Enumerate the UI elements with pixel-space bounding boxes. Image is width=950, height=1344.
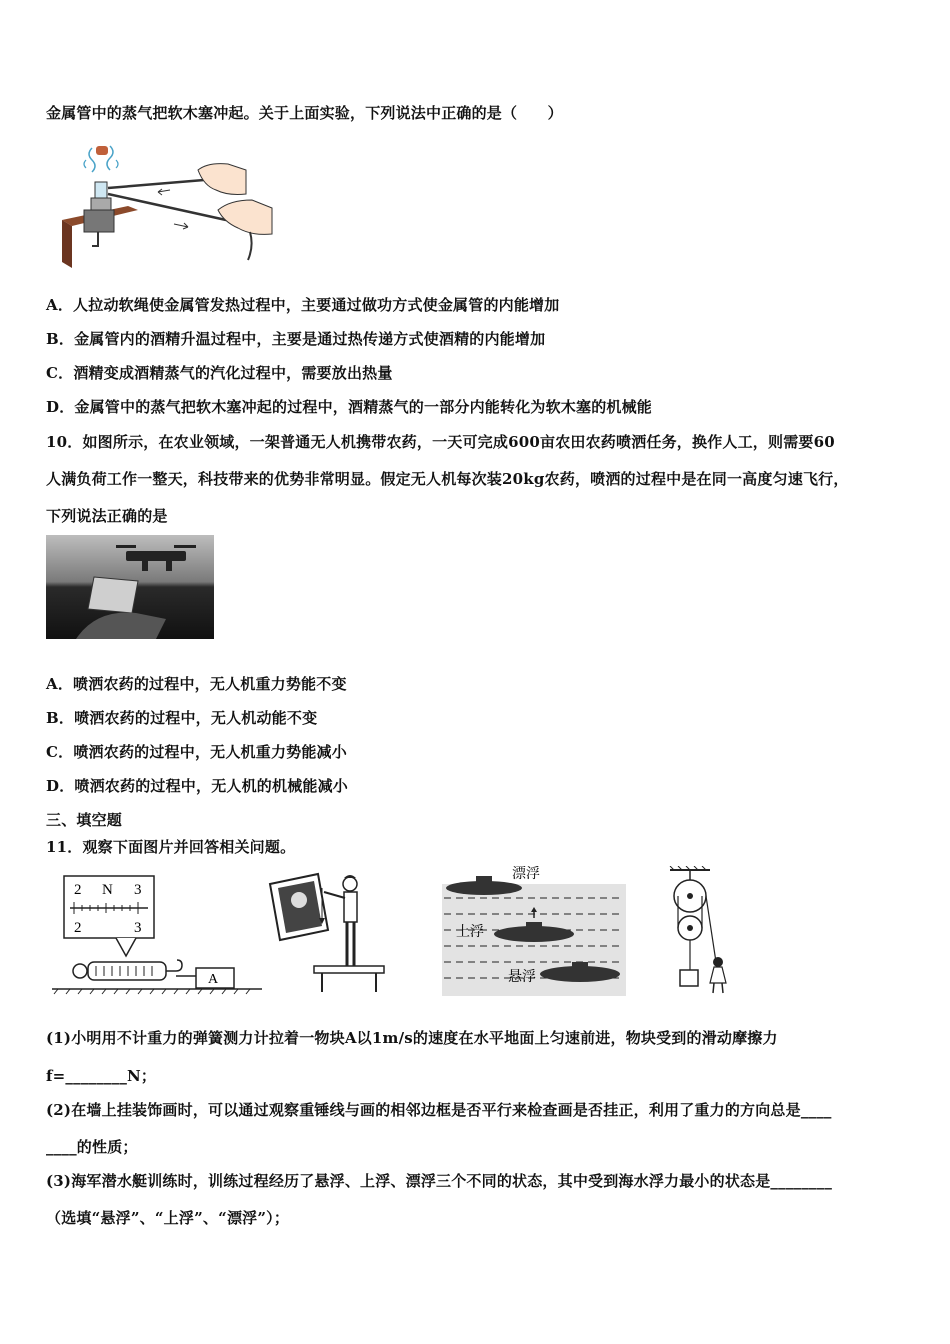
label-float: 漂浮 [512,867,540,882]
person-dress [710,967,726,983]
rope [706,896,716,962]
scale-label-bottom-2: 2 [74,920,82,936]
spring-scale-figure [50,872,266,996]
q11-stem: 11．观察下面图片并回答相关问题。 [46,838,296,856]
q10-stem-line1: 10．如图所示，在农业领域，一架普通无人机携带农药，一天可完成600亩农田农药喷洒任务，换作人工，则需要60 [46,433,835,451]
hand-lower-icon [218,200,272,234]
q11-sub3-line2: （选填“悬浮”、“上浮”、“漂浮”）； [46,1209,290,1227]
scale-label-unit: N [102,882,113,898]
scale-label-top-3: 3 [134,882,142,898]
stool [314,966,384,973]
q10-stem-line2: 人满负荷工作一整天，科技带来的优势非常明显。假定无人机每次装20kg农药，喷洒的过程中是在同一高度匀速飞行， [46,470,849,488]
label-rise: 上浮 [456,925,484,940]
q9-stem: 金属管中的蒸气把软木塞冲起。关于上面实验，下列说法中正确的是（ ） [46,104,563,122]
arrow-left-icon [158,189,170,195]
q10-option-a: A．喷洒农药的过程中，无人机重力势能不变 [46,675,347,693]
q10-option-b: B．喷洒农药的过程中，无人机动能不变 [46,709,318,727]
friction-tube-figure [58,140,278,272]
q9-option-c: C．酒精变成酒精蒸气的汽化过程中，需要放出热量 [46,364,393,382]
block-a-label: A [208,972,219,987]
section-heading: 三、填空题 [46,811,123,829]
q11-sub2-line1: (2)在墙上挂装饰画时，可以通过观察重锤线与画的相邻边框是否平行来检查画是否挂正，利用了重力的方向总是____ [46,1101,832,1119]
person-body [344,892,357,922]
rope-upper [108,180,204,188]
person-head [713,957,723,967]
load-weight [680,970,698,986]
hand-upper-icon [198,164,246,195]
q9-option-b: B．金属管内的酒精升温过程中，主要是通过热传递方式使酒精的内能增加 [46,330,546,348]
person-head [343,877,357,891]
q10-option-d: D．喷洒农药的过程中，无人机的机械能减小 [46,777,349,795]
scale-ring [73,964,87,978]
q10-option-c: C．喷洒农药的过程中，无人机重力势能减小 [46,743,347,761]
submarine-float [446,881,522,895]
label-suspend: 悬浮 [508,970,536,985]
controller-screen [88,577,138,613]
q11-sub1-line2: f=________N； [46,1067,157,1085]
arrow-right-icon [174,223,188,229]
cork [96,146,108,155]
q9-option-a: A．人拉动软绳使金属管发热过程中，主要通过做功方式使金属管的内能增加 [46,296,560,314]
q11-sub3-line1: (3)海军潜水艇训练时，训练过程经历了悬浮、上浮、漂浮三个不同的状态，其中受到海水浮力最小的状态是________ [46,1172,833,1190]
scale-label-top-2: 2 [74,882,82,898]
clamp [91,198,111,210]
scale-label-bottom-3: 3 [134,920,142,936]
hook-icon [166,960,182,971]
submarine-figure [442,866,626,996]
drone-photo [46,535,214,639]
plumb-line-figure [262,870,388,994]
q11-sub1-line1: (1)小明用不计重力的弹簧测力计拉着一物块A以1m/s的速度在水平地面上匀速前进，物块受到的滑动摩擦力 [46,1029,778,1047]
q10-stem-line3: 下列说法正确的是 [46,507,168,525]
pulley-figure [668,866,732,996]
q9-option-d: D．金属管中的蒸气把软木塞冲起的过程中，酒精蒸气的一部分内能转化为软木塞的机械能 [46,398,653,416]
spring-scale [88,962,166,980]
q11-sub2-line2: ____的性质； [46,1138,138,1156]
